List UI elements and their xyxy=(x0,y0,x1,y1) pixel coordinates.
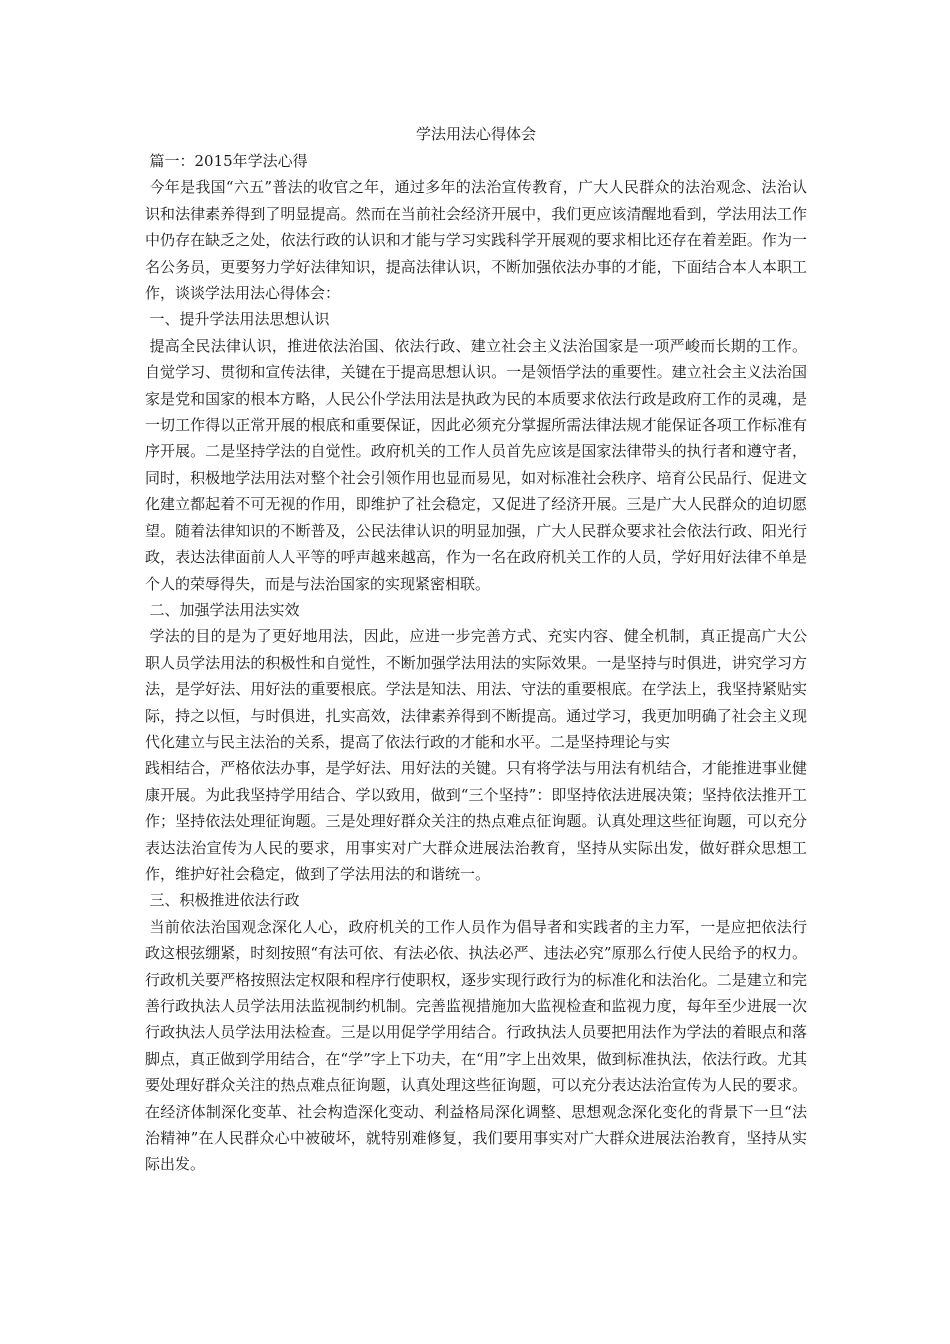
document-title: 学法用法心得体会 xyxy=(415,125,536,143)
paragraph-practice-combination: 践相结合，严格依法办事，是学好法、用好法的关键。只有将学法与用法有机结合，才能推进事业健康开展。为此我坚持学用结合、学以致用，做到“三个坚持”：即坚持依法进展决策；坚持依法推开工作；坚持依法处理征询题。三是处理好群众关注的热点难点征询题。认真处理这些征询题，可以充分表达法治宣传为人民的要求，用事实对广大群众进展法治教育，坚持从实际出发，做好群众思想工作，维护好社会稳定，做到了学法用法的和谐统一。 xyxy=(145,759,807,883)
heading-promote-law-administration: 三、积极推进依法行政 xyxy=(149,891,300,910)
paragraph-promote-law-administration: 当前依法治国观念深化人心，政府机关的工作人员作为倡导者和实践者的主力军，一是应把依法行政这根弦绷紧，时刻按照“有法可依、有法必依、执法必严、违法必究”原那么行使人民给予的权力。行政机关要严格按照法定权限和程序行使职权，逐步实现行政行为的标准化和法治化。二是建立和完善行政执法人员学法用法监视制约机制。完善监视措施加大监视检查和监视力度，每年至少进展一次行政执法人员学法用法检查。三是以用促学学用结合。行政执法人员要把用法作为学法的着眼点和落脚点，真正做到学用结合，在“学”字上下功夫，在“用”字上出效果，做到标准执法，依法行政。尤其要处理好群众关注的热点难点征询题，认真处理这些征询题，可以充分表达法治宣传为人民的要求。在经济体制深化变革、社会构造深化变动、利益格局深化调整、思想观念深化变化的背景下一旦“法治精神”在人民群众心中被破坏，就特别难修复，我们要用事实对广大群众进展法治教育，坚持从实际出发。 xyxy=(145,917,807,1174)
paragraph-raise-awareness: 提高全民法律认识，推进依法治国、依法行政、建立社会主义法治国家是一项严峻而长期的工作。自觉学习、贯彻和宣传法律，关键在于提高思想认识。一是领悟学法的重要性。建立社会主义法治国家是党和国家的根本方略，人民公仆学法用法是执政为民的本质要求依法行政是政府工作的灵魂，是一切工作得以正常开展的根底和重要保证，因此必须充分掌握所需法律法规才能保证各项工作标准有序开展。二是坚持学法的自觉性。政府机关的工作人员首先应该是国家法律带头的执行者和遵守者，同时，积极地学法用法对整个社会引领作用也显而易见，如对标准社会秩序、培育公民品行、促进文化建立都起着不可无视的作用，即维护了社会稳定，又促进了经济开展。三是广大人民群众的迫切愿望。随着法律知识的不断普及，公民法律认识的明显加强，广大人民群众要求社会依法行政、阳光行政，表达法律面前人人平等的呼声越来越高，作为一名在政府机关工作的人员，学好用好法律不单是个人的荣辱得失，而是与法治国家的实现紧密相联。 xyxy=(145,336,807,593)
paragraph-strengthen-effect: 学法的目的是为了更好地用法，因此，应进一步完善方式、充实内容、健全机制，真正提高广大公职人员学法用法的积极性和自觉性，不断加强学法用法的实际效果。一是坚持与时俱进，讲究学习方法，是学好法、用好法的重要根底。学法是知法、用法、守法的重要根底。在学法上，我坚持紧贴实际，持之以恒，与时俱进，扎实高效，法律素养得到不断提高。通过学习，我更加明确了社会主义现代化建立与民主法治的关系，提高了依法行政的才能和水平。二是坚持理论与实 xyxy=(145,627,807,751)
intro-paragraph: 今年是我国“六五”普法的收官之年，通过多年的法治宣传教育，广大人民群众的法治观念、法治认识和法律素养得到了明显提高。然而在当前社会经济开展中，我们更应该清醒地看到，学法用法工作中仍存在缺乏之处，依法行政的认识和才能与学习实践科学开展观的要求相比还存在着差距。作为一名公务员，更要努力学好法律知识，提高法律认识，不断加强依法办事的才能，下面结合本人本职工作，谈谈学法用法心得体会： xyxy=(145,178,807,303)
heading-raise-awareness: 一、提升学法用法思想认识 xyxy=(149,310,330,329)
section-heading-part-one: 篇一：2015年学法心得 xyxy=(149,152,308,170)
heading-strengthen-effect: 二、加强学法用法实效 xyxy=(149,600,300,619)
document-page xyxy=(145,120,807,1178)
